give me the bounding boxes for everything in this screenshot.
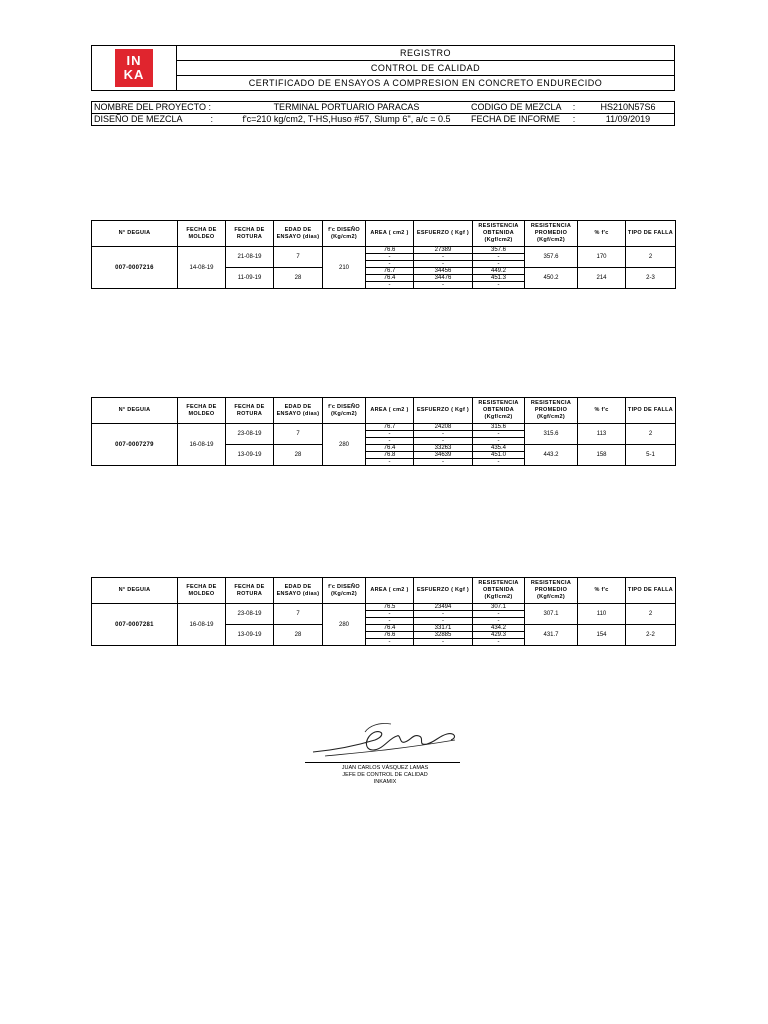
strength-value: -: [473, 459, 525, 466]
average-strength: 357.6: [525, 247, 578, 268]
column-header-moldeo: FECHA DE MOLDEO: [178, 578, 226, 604]
area-value: 76.6: [366, 632, 414, 639]
average-strength: 450.2: [525, 268, 578, 289]
mix-design-label: DISEÑO DE MEZCLA :: [94, 114, 214, 124]
project-name-value: TERMINAL PORTUARIO PARACAS: [224, 102, 469, 114]
column-header-pct: % f'c: [578, 221, 626, 247]
column-header-area: AREA ( cm2 ): [366, 578, 414, 604]
area-value: -: [366, 431, 414, 438]
table-header-row: [92, 578, 676, 604]
average-strength: 307.1: [525, 604, 578, 625]
report-date-separator: :: [572, 114, 576, 124]
break-date: 13-09-19: [226, 625, 274, 646]
column-header-rotura: FECHA DE ROTURA: [226, 398, 274, 424]
logo-text-top: IN: [126, 53, 142, 68]
column-header-esfuerzo: ESFUERZO ( Kgf ): [414, 398, 473, 424]
column-header-promedio: RESISTENCIA PROMEDIO (Kgf/cm2): [525, 398, 578, 424]
strength-value: -: [473, 438, 525, 445]
column-header-fc: f'c DISEÑO (Kg/cm2): [323, 221, 366, 247]
strength-value: -: [473, 639, 525, 646]
area-value: 76.8: [366, 452, 414, 459]
guia-number: 007-0007216: [92, 247, 178, 289]
test-age: 28: [274, 268, 323, 289]
column-header-rotura: FECHA DE ROTURA: [226, 221, 274, 247]
strength-value: -: [473, 254, 525, 261]
strength-value: 449.2: [473, 268, 525, 275]
failure-type: 2-2: [626, 625, 676, 646]
project-name-label: NOMBRE DEL PROYECTO :: [92, 102, 225, 114]
mix-code-value: HS210N57S6: [582, 102, 675, 114]
molding-date: 16-08-19: [178, 424, 226, 466]
percent-fc: 110: [578, 604, 626, 625]
force-value: 33263: [414, 445, 473, 452]
break-date: 21-08-19: [226, 247, 274, 268]
column-header-edad: EDAD DE ENSAYO (dias): [274, 398, 323, 424]
column-header-promedio: RESISTENCIA PROMEDIO (Kgf/cm2): [525, 578, 578, 604]
column-header-guia: N° DEGUIA: [92, 221, 178, 247]
report-date-label: FECHA DE INFORME: [471, 114, 561, 124]
area-value: 76.4: [366, 445, 414, 452]
column-header-resistencia: RESISTENCIA OBTENIDA (Kgf/cm2): [473, 578, 525, 604]
table-header-row: [92, 221, 676, 247]
force-value: -: [414, 438, 473, 445]
force-value: 32885: [414, 632, 473, 639]
failure-type: 5-1: [626, 445, 676, 466]
area-value: -: [366, 639, 414, 646]
strength-value: 434.2: [473, 625, 525, 632]
area-value: -: [366, 282, 414, 289]
column-header-esfuerzo: ESFUERZO ( Kgf ): [414, 578, 473, 604]
test-block: [91, 220, 676, 289]
strength-value: 429.3: [473, 632, 525, 639]
test-block: [91, 397, 676, 466]
strength-value: -: [473, 618, 525, 625]
test-age: 7: [274, 604, 323, 625]
percent-fc: 113: [578, 424, 626, 445]
force-value: -: [414, 282, 473, 289]
signature-line: [305, 762, 460, 763]
header-control-calidad: CONTROL DE CALIDAD: [177, 61, 675, 76]
percent-fc: 214: [578, 268, 626, 289]
column-header-falla: TIPO DE FALLA: [626, 221, 676, 247]
area-value: 76.5: [366, 604, 414, 611]
table-header-row: [92, 398, 676, 424]
area-value: -: [366, 618, 414, 625]
logo-cell: [92, 46, 177, 91]
column-header-promedio: RESISTENCIA PROMEDIO (Kgf/cm2): [525, 221, 578, 247]
failure-type: 2-3: [626, 268, 676, 289]
failure-type: 2: [626, 604, 676, 625]
column-header-falla: TIPO DE FALLA: [626, 398, 676, 424]
logo-text-bottom: KA: [123, 67, 145, 82]
guia-number: 007-0007281: [92, 604, 178, 646]
test-age: 7: [274, 247, 323, 268]
break-date: 23-08-19: [226, 424, 274, 445]
molding-date: 16-08-19: [178, 604, 226, 646]
design-fc: 210: [323, 247, 366, 289]
column-header-resistencia: RESISTENCIA OBTENIDA (Kgf/cm2): [473, 398, 525, 424]
force-value: -: [414, 618, 473, 625]
area-value: -: [366, 254, 414, 261]
area-value: 76.7: [366, 268, 414, 275]
column-header-pct: % f'c: [578, 398, 626, 424]
column-header-area: AREA ( cm2 ): [366, 221, 414, 247]
area-value: 76.4: [366, 275, 414, 282]
column-header-pct: % f'c: [578, 578, 626, 604]
table-row: [92, 604, 676, 611]
header-registro: REGISTRO: [177, 46, 675, 61]
force-value: -: [414, 459, 473, 466]
test-block: [91, 577, 676, 646]
table-row: [92, 424, 676, 431]
column-header-fc: f'c DISEÑO (Kg/cm2): [323, 578, 366, 604]
strength-value: 307.1: [473, 604, 525, 611]
signer-name: JUAN CARLOS VÁSQUEZ LAMAS: [341, 765, 429, 771]
break-date: 23-08-19: [226, 604, 274, 625]
header-certificado-title: CERTIFICADO DE ENSAYOS A COMPRESION EN CONCRETO ENDURECIDO: [177, 76, 675, 91]
average-strength: 431.7: [525, 625, 578, 646]
design-fc: 280: [323, 424, 366, 466]
force-value: 24208: [414, 424, 473, 431]
signer-company: INKAMIX: [373, 779, 397, 785]
report-date-value: 11/09/2019: [605, 114, 651, 124]
force-value: 23494: [414, 604, 473, 611]
document-header: [91, 45, 675, 91]
column-header-guia: N° DEGUIA: [92, 578, 178, 604]
area-value: -: [366, 459, 414, 466]
table-row: [92, 247, 676, 254]
column-header-resistencia: RESISTENCIA OBTENIDA (Kgf/cm2): [473, 221, 525, 247]
molding-date: 14-08-19: [178, 247, 226, 289]
test-age: 7: [274, 424, 323, 445]
column-header-guia: N° DEGUIA: [92, 398, 178, 424]
strength-value: -: [473, 611, 525, 618]
column-header-rotura: FECHA DE ROTURA: [226, 578, 274, 604]
area-value: -: [366, 261, 414, 268]
signer-role: JEFE DE CONTROL DE CALIDAD: [342, 772, 428, 778]
break-date: 13-09-19: [226, 445, 274, 466]
force-value: -: [414, 431, 473, 438]
project-info: [91, 101, 675, 126]
area-value: 76.6: [366, 247, 414, 254]
area-value: 76.7: [366, 424, 414, 431]
percent-fc: 154: [578, 625, 626, 646]
area-value: 76.4: [366, 625, 414, 632]
inka-logo: [115, 49, 153, 87]
force-value: 33171: [414, 625, 473, 632]
column-header-fc: f'c DISEÑO (Kg/cm2): [323, 398, 366, 424]
column-header-edad: EDAD DE ENSAYO (dias): [274, 578, 323, 604]
test-age: 28: [274, 445, 323, 466]
break-date: 11-09-19: [226, 268, 274, 289]
strength-value: -: [473, 282, 525, 289]
average-strength: 443.2: [525, 445, 578, 466]
percent-fc: 158: [578, 445, 626, 466]
column-header-area: AREA ( cm2 ): [366, 398, 414, 424]
signature-block: [300, 720, 470, 800]
area-value: -: [366, 438, 414, 445]
failure-type: 2: [626, 424, 676, 445]
force-value: -: [414, 611, 473, 618]
mix-design-value: f'c=210 kg/cm2, T-HS,Huso #57, Slump 6'', a/c = 0.5: [242, 114, 451, 124]
area-value: -: [366, 611, 414, 618]
column-header-moldeo: FECHA DE MOLDEO: [178, 221, 226, 247]
mix-code-separator: :: [566, 102, 582, 114]
column-header-falla: TIPO DE FALLA: [626, 578, 676, 604]
test-age: 28: [274, 625, 323, 646]
failure-type: 2: [626, 247, 676, 268]
mix-design-separator: :: [210, 114, 214, 124]
force-value: -: [414, 261, 473, 268]
force-value: 34639: [414, 452, 473, 459]
strength-value: 451.0: [473, 452, 525, 459]
strength-value: -: [473, 431, 525, 438]
mix-code-label: CODIGO DE MEZCLA: [469, 102, 566, 114]
design-fc: 280: [323, 604, 366, 646]
column-header-edad: EDAD DE ENSAYO (dias): [274, 221, 323, 247]
strength-value: -: [473, 261, 525, 268]
handwritten-signature: [305, 720, 465, 764]
force-value: 27389: [414, 247, 473, 254]
strength-value: 315.6: [473, 424, 525, 431]
percent-fc: 170: [578, 247, 626, 268]
force-value: 34456: [414, 268, 473, 275]
force-value: -: [414, 639, 473, 646]
column-header-moldeo: FECHA DE MOLDEO: [178, 398, 226, 424]
guia-number: 007-0007279: [92, 424, 178, 466]
average-strength: 315.6: [525, 424, 578, 445]
force-value: 34476: [414, 275, 473, 282]
strength-value: 357.6: [473, 247, 525, 254]
force-value: -: [414, 254, 473, 261]
strength-value: 435.4: [473, 445, 525, 452]
column-header-esfuerzo: ESFUERZO ( Kgf ): [414, 221, 473, 247]
strength-value: 451.3: [473, 275, 525, 282]
